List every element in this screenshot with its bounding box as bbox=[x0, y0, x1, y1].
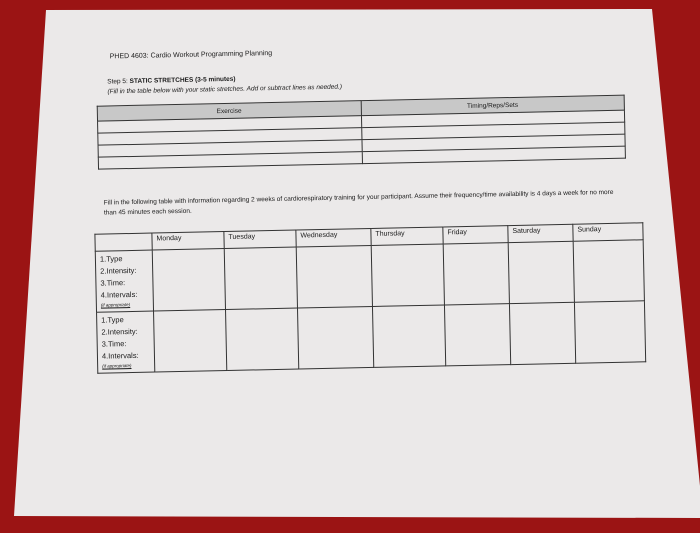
day-header-tuesday: Tuesday bbox=[224, 230, 296, 249]
corner-header bbox=[95, 233, 152, 251]
label-time: 3.Time: bbox=[100, 278, 126, 288]
day-header-friday: Friday bbox=[443, 226, 508, 244]
weekly-plan-table bbox=[94, 222, 646, 373]
day-header-sunday: Sunday bbox=[573, 223, 643, 241]
week-one-labels bbox=[95, 250, 153, 312]
day-cell bbox=[371, 244, 444, 306]
label-intervals: 4.Intervals: bbox=[101, 350, 139, 361]
day-cell bbox=[574, 301, 645, 363]
week-two-labels bbox=[97, 311, 155, 373]
label-intervals: 4.Intervals: bbox=[100, 289, 138, 300]
day-cell bbox=[152, 249, 225, 311]
label-note: (if appropriate) bbox=[100, 302, 131, 308]
day-cell bbox=[297, 306, 373, 369]
document-title: PHED 4603: Cardio Workout Programming Planning bbox=[109, 50, 273, 61]
week-one-row bbox=[95, 240, 644, 312]
day-cell bbox=[226, 308, 299, 370]
day-header-saturday: Saturday bbox=[508, 224, 573, 242]
day-cell bbox=[154, 310, 227, 372]
day-cell bbox=[573, 240, 644, 302]
day-header-monday: Monday bbox=[152, 232, 224, 251]
column-header-exercise: Exercise bbox=[97, 101, 361, 122]
column-header-timing: Timing/Reps/Sets bbox=[361, 95, 625, 116]
label-intensity: 2.Intensity: bbox=[101, 326, 138, 337]
step-label: Step 5: bbox=[107, 78, 128, 86]
label-note: (if appropriate) bbox=[102, 363, 132, 369]
day-cell bbox=[444, 304, 510, 366]
step-heading bbox=[107, 76, 235, 86]
stretch-table bbox=[97, 95, 626, 170]
day-cell bbox=[509, 302, 575, 364]
label-type: 1.Type bbox=[99, 254, 123, 264]
day-cell bbox=[508, 241, 574, 303]
day-cell bbox=[224, 247, 297, 309]
day-cell bbox=[443, 243, 509, 305]
day-cell bbox=[372, 305, 445, 367]
step-note: (Fill in the table below with your static stretches. Add or subtract lines as needed.) bbox=[107, 83, 343, 96]
day-cell bbox=[296, 245, 372, 308]
step-title: STATIC STRETCHES (3-5 minutes) bbox=[129, 75, 236, 85]
week-two-row bbox=[97, 301, 646, 373]
label-time: 3.Time: bbox=[101, 339, 127, 349]
intro-paragraph: Fill in the following table with information regarding 2 weeks of cardiorespiratory training for your participant. Assume their frequency/time availability is 4 days a week for no more than 45 minutes each session. bbox=[103, 188, 614, 217]
label-type: 1.Type bbox=[101, 315, 124, 325]
label-intensity: 2.Intensity: bbox=[100, 265, 137, 276]
day-header-thursday: Thursday bbox=[371, 227, 443, 246]
day-header-wednesday: Wednesday bbox=[296, 228, 371, 247]
